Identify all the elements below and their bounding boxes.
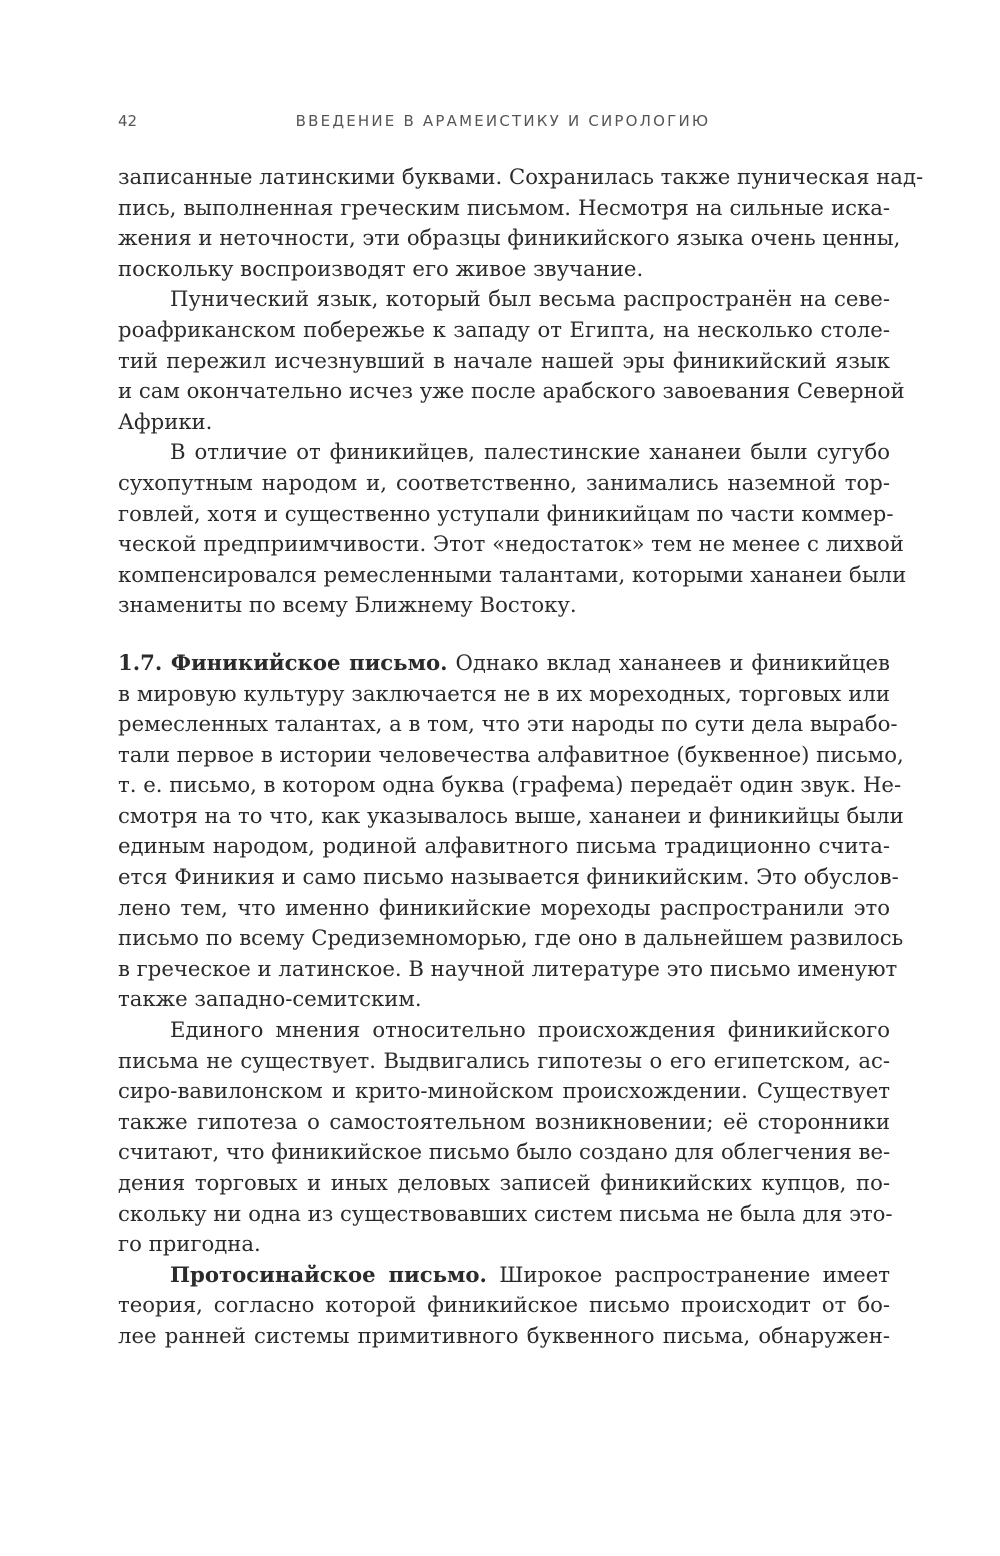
text-line: тий пережил исчезнувший в начале нашей эры финикийский язык [118, 347, 890, 373]
text-line: считают, что финикийское письмо было создано для облегчения ве- [118, 1139, 891, 1165]
running-head [118, 112, 888, 136]
text-line: письмо по всему Средиземноморью, где оно в дальнейшем развилось [118, 925, 904, 951]
text-line: и сам окончательно исчез уже после арабского завоевания Северной [118, 378, 905, 404]
text-line: дения торговых и иных деловых записей финикийских купцов, по- [118, 1170, 890, 1195]
page-number: 42 [118, 112, 138, 130]
paragraph-continuation [118, 162, 924, 284]
text-line: лее ранней системы примитивного буквенного письма, обнаружен- [118, 1322, 890, 1348]
text-line: В отличие от финикийцев, палестинские хананеи были сугубо [170, 439, 890, 465]
heading-line-rest: Широкое распространение имеет [499, 1261, 890, 1287]
text-line: также гипотеза о самостоятельном возникновении; её сторонники [118, 1108, 890, 1134]
text-line: т. е. письмо, в котором одна буква (графема) передаёт один звук. Не- [118, 772, 902, 798]
text-line: единым народом, родиной алфавитного письма традиционно счита- [118, 833, 890, 859]
text-line: пись, выполненная греческим письмом. Несмотря на сильные иска- [118, 194, 890, 220]
text-line: скольку ни одна из существовавших систем письма не была для это- [118, 1200, 893, 1226]
text-line [118, 648, 890, 679]
text-line: сухопутным народом и, соответственно, занимались наземной тор- [118, 469, 890, 495]
text-line: говлей, хотя и существенно уступали финикийцам по части коммер- [118, 500, 894, 526]
text-line: также западно-семитским. [118, 986, 422, 1012]
text-line: жения и неточности, эти образцы финикийского языка очень ценны, [118, 225, 901, 251]
text-line: знамениты по всему Ближнему Востоку. [118, 592, 577, 618]
text-line: компенсировался ремесленными талантами, которыми хананеи были [118, 561, 907, 587]
text-line: Пунический язык, который был весьма распространён на севе- [170, 286, 890, 312]
section-gap [118, 621, 890, 648]
running-title: ВВЕДЕНИЕ В АРАМЕИСТИКУ И СИРОЛОГИЮ [295, 112, 711, 130]
text-line: поскольку воспроизводят его живое звучание. [118, 255, 644, 281]
text-line: роафриканском побережье к западу от Египта, на несколько столе- [118, 316, 890, 342]
text-line: ческой предприимчивости. Этот «недостаток» тем не менее с лихвой [118, 531, 904, 557]
body-text [118, 162, 924, 1352]
section-phoenician-script [118, 648, 904, 1015]
paragraph-canaanites [118, 437, 907, 621]
paragraph-proto-sinaitic [118, 1260, 890, 1352]
text-line: письма не существует. Выдвигались гипотезы о его египетском, ас- [118, 1047, 890, 1073]
section-heading: 1.7. Финикийское письмо. [118, 649, 448, 675]
text-line: смотря на то что, как указывалось выше, хананеи и финикийцы были [118, 802, 904, 828]
paragraph-origin-opinions [118, 1015, 893, 1260]
paragraph-punic-language [118, 284, 905, 437]
text-line: в греческое и латинское. В научной литературе это письмо именуют [118, 955, 898, 981]
text-line: записанные латинскими буквами. Сохранилась также пуническая над- [118, 164, 924, 189]
text-line: ется Финикия и само письмо называется финикийским. Это обуслов- [118, 864, 899, 890]
text-line [118, 1260, 890, 1291]
text-line: го пригодна. [118, 1231, 261, 1257]
text-line: теория, согласно которой финикийское письмо происходит от бо- [118, 1292, 890, 1318]
heading-line-rest: Однако вклад хананеев и финикийцев [455, 649, 890, 675]
text-line: Африки. [118, 408, 213, 434]
subsection-heading: Протосинайское письмо. [170, 1261, 487, 1287]
text-line: ремесленных талантах, а в том, что эти народы по сути дела вырабо- [118, 711, 898, 737]
text-line: Единого мнения относительно происхождения финикийского [170, 1017, 890, 1043]
text-line: сиро-вавилонском и крито-минойском происхождении. Существует [118, 1078, 890, 1104]
text-line: тали первое в истории человечества алфавитное (буквенное) письмо, [118, 741, 904, 767]
text-line: в мировую культуру заключается не в их мореходных, торговых или [118, 680, 890, 706]
text-line: лено тем, что именно финикийские мореходы распространили это [118, 894, 890, 920]
